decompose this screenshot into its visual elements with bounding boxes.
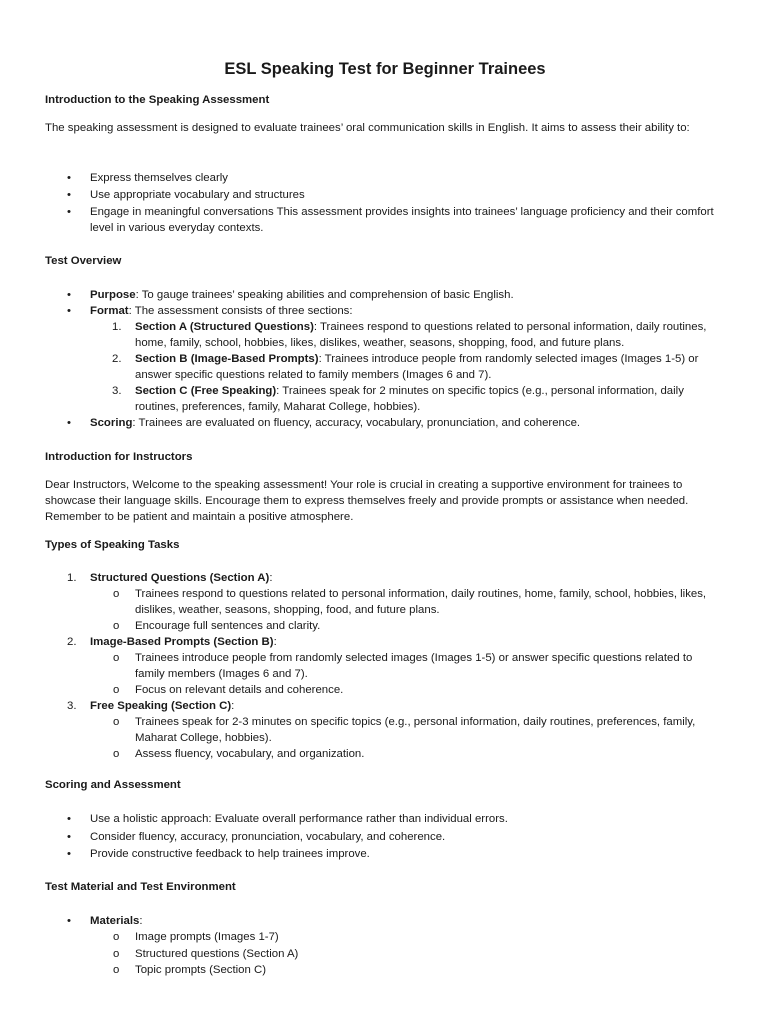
section-text: : Trainees speak for 2 minutes on specific topics (e.g., personal information, daily routines, preferences, family, Maharat College, hobbies). <box>135 385 684 413</box>
list-item-text: Use a holistic approach: Evaluate overall performance rather than individual errors. <box>90 813 508 825</box>
circle-bullet-icon: o <box>113 684 120 696</box>
overview-list <box>45 287 725 431</box>
task-item <box>45 634 725 650</box>
section-item <box>45 351 725 383</box>
task-label: Structured Questions (Section A) <box>90 572 270 584</box>
scoring-heading: Scoring and Assessment <box>45 779 181 791</box>
sub-item-text: Topic prompts (Section C) <box>135 964 267 976</box>
list-item-text: Express themselves clearly <box>90 172 229 184</box>
task-item <box>45 570 725 586</box>
circle-bullet-icon: o <box>113 748 120 760</box>
section-text: : Trainees respond to questions related to personal information, daily routines, home, family, school, hobbies, likes, dislikes, weather, seasons, shopping, food, and future plans. <box>135 321 707 349</box>
task-colon: : <box>231 700 235 712</box>
list-number: 1. <box>67 572 77 584</box>
list-number: 1. <box>112 321 122 333</box>
sub-item-text: Trainees introduce people from randomly selected images (Images 1-5) or answer specific questions related to family members (Images 6 and 7). <box>135 652 693 680</box>
bullet-icon: • <box>67 813 71 825</box>
scoring-label: Scoring <box>90 417 133 429</box>
instructors-paragraph: Dear Instructors, Welcome to the speaking assessment! Your role is crucial in creating a supportive environment for trainees to showcase their language skills. Encourage them to express themselves freely and provide prompts or assistance when needed. Remember to be patient and maintain a positive atmosphere. <box>45 479 689 523</box>
format-text: : The assessment consists of three sections: <box>128 305 353 317</box>
bullet-icon: • <box>67 830 71 843</box>
circle-bullet-icon: o <box>113 652 120 664</box>
bullet-icon: • <box>67 417 71 429</box>
sub-list-item <box>45 650 725 682</box>
tasks-heading: Types of Speaking Tasks <box>45 539 180 551</box>
material-list <box>45 913 725 979</box>
list-item <box>45 287 725 303</box>
task-label: Free Speaking (Section C) <box>90 700 232 712</box>
task-item <box>45 698 725 714</box>
list-item <box>45 415 725 431</box>
materials-label: Materials <box>90 915 140 927</box>
sub-item-text: Trainees respond to questions related to personal information, daily routines, home, family, school, hobbies, likes, dislikes, weather, seasons, shopping, food, and future plans. <box>135 588 707 616</box>
list-item <box>45 170 725 187</box>
sub-item-text: Trainees speak for 2-3 minutes on specific topics (e.g., personal information, daily routines, preferences, family, Maharat College, hobbies). <box>135 716 696 744</box>
list-number: 2. <box>112 353 122 365</box>
section-label: Section C (Free Speaking) <box>135 385 277 397</box>
circle-bullet-icon: o <box>113 947 120 960</box>
bullet-icon: • <box>67 189 71 201</box>
circle-bullet-icon: o <box>113 931 120 943</box>
list-item <box>45 913 725 929</box>
bullet-icon: • <box>67 289 71 301</box>
section-label: Section B (Image-Based Prompts) <box>135 353 319 365</box>
list-item-text: Consider fluency, accuracy, pronunciation, vocabulary, and coherence. <box>90 830 446 843</box>
scoring-bullet-list <box>45 811 725 862</box>
materials-colon: : <box>139 915 143 927</box>
task-colon: : <box>273 636 277 648</box>
bullet-icon: • <box>67 305 71 317</box>
list-number: 3. <box>112 385 122 397</box>
list-item <box>45 829 725 847</box>
list-item <box>45 846 725 862</box>
instructors-heading: Introduction for Instructors <box>45 451 193 463</box>
list-item <box>45 303 725 319</box>
list-item <box>45 187 725 204</box>
intro-heading: Introduction to the Speaking Assessment <box>45 94 270 106</box>
format-label: Format <box>90 305 129 317</box>
scoring-text: : Trainees are evaluated on fluency, accuracy, vocabulary, pronunciation, and coherence. <box>132 417 581 429</box>
sub-list-item <box>45 586 725 618</box>
sub-list-item <box>45 929 725 946</box>
tasks-list <box>45 570 725 762</box>
sub-item-text: Structured questions (Section A) <box>135 947 299 960</box>
intro-bullet-list <box>45 170 725 236</box>
list-item-text: Provide constructive feedback to help trainees improve. <box>90 848 370 860</box>
sub-list-item <box>45 714 725 746</box>
list-item <box>45 811 725 829</box>
circle-bullet-icon: o <box>113 588 120 600</box>
section-label: Section A (Structured Questions) <box>135 321 314 333</box>
list-number: 2. <box>67 636 77 648</box>
list-number: 3. <box>67 700 77 712</box>
sub-item-text: Focus on relevant details and coherence. <box>135 684 344 696</box>
task-label: Image-Based Prompts (Section B) <box>90 636 274 648</box>
section-item <box>45 383 725 415</box>
purpose-label: Purpose <box>90 289 136 301</box>
material-heading: Test Material and Test Environment <box>45 881 236 893</box>
section-item <box>45 319 725 351</box>
intro-paragraph: The speaking assessment is designed to evaluate trainees’ oral communication skills in English. It aims to assess their ability to: <box>45 122 690 134</box>
sub-list-item <box>45 962 725 979</box>
sub-list-item <box>45 946 725 963</box>
sub-item-text: Assess fluency, vocabulary, and organization. <box>135 748 365 760</box>
list-item <box>45 204 725 236</box>
sub-item-text: Encourage full sentences and clarity. <box>135 620 321 632</box>
document-title: ESL Speaking Test for Beginner Trainees <box>224 60 546 78</box>
purpose-text: : To gauge trainees’ speaking abilities and comprehension of basic English. <box>135 289 514 301</box>
section-text: : Trainees introduce people from randomly selected images (Images 1-5) or answer specific questions related to family members (Images 6 and 7). <box>135 353 699 381</box>
sub-list-item <box>45 618 725 634</box>
bullet-icon: • <box>67 915 71 927</box>
bullet-icon: • <box>67 172 71 184</box>
bullet-icon: • <box>67 848 71 860</box>
circle-bullet-icon: o <box>113 716 120 728</box>
overview-heading: Test Overview <box>45 255 122 267</box>
sub-list-item <box>45 682 725 698</box>
sub-list-item <box>45 746 725 762</box>
bullet-icon: • <box>67 206 71 218</box>
circle-bullet-icon: o <box>113 620 120 632</box>
list-item-text: Use appropriate vocabulary and structures <box>90 189 305 201</box>
task-colon: : <box>269 572 273 584</box>
sub-item-text: Image prompts (Images 1-7) <box>135 931 279 943</box>
circle-bullet-icon: o <box>113 964 120 976</box>
list-item-text: Engage in meaningful conversations This assessment provides insights into trainees’ language proficiency and their comfort level in various everyday contexts. <box>90 206 714 234</box>
